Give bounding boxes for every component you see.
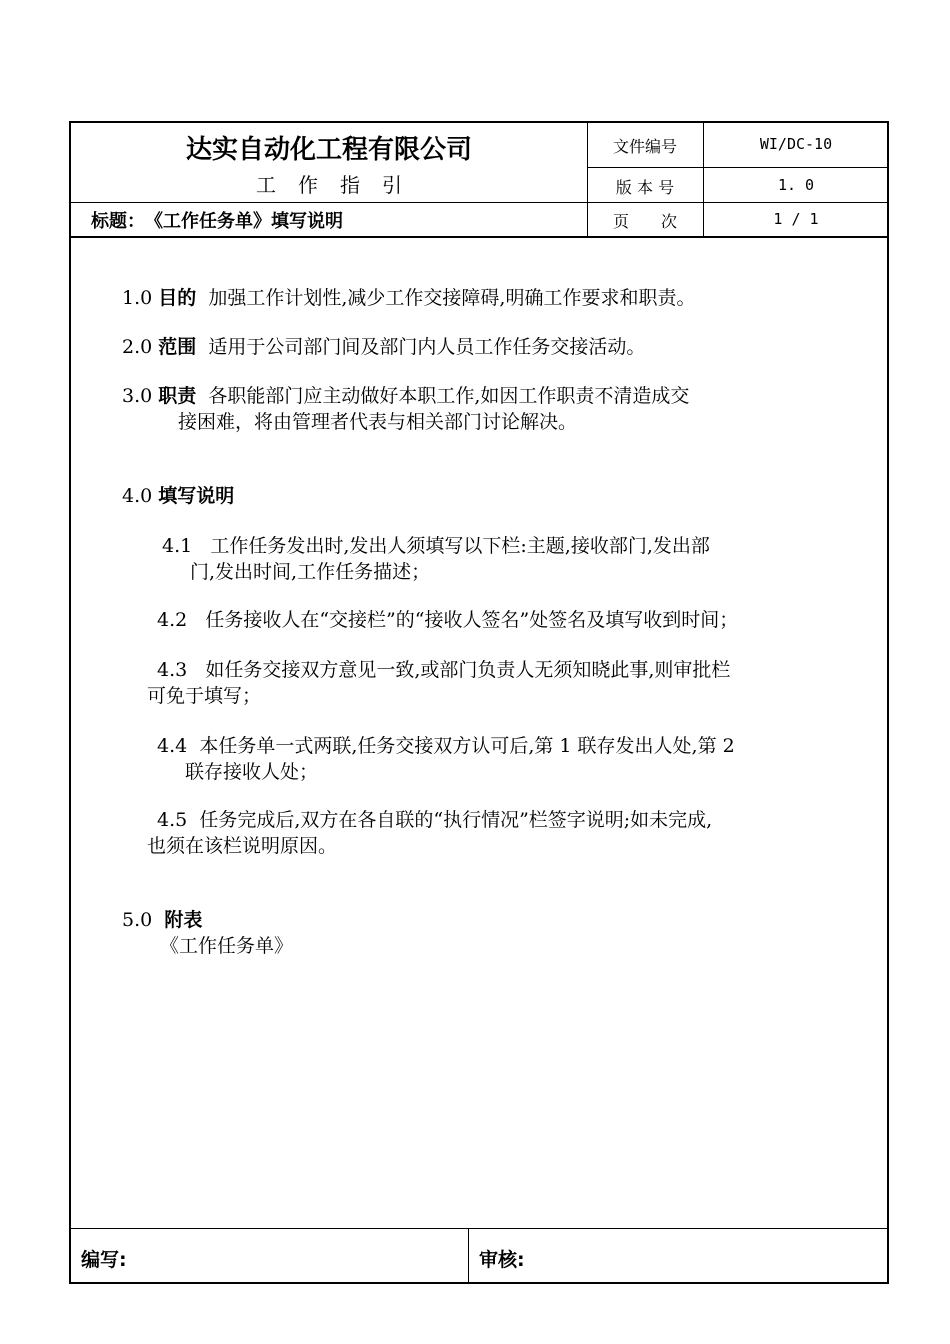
section-number: 5.0	[122, 909, 153, 931]
item-4-4-cont: 联存接收人处；	[185, 761, 319, 783]
footer-divider	[468, 1228, 469, 1284]
item-4-1	[162, 531, 710, 558]
item-text: 任务完成后,双方在各自联的“执行情况”栏签字说明;如未完成,	[199, 809, 713, 831]
document-title: 标题： 《工作任务单》填写说明	[91, 211, 343, 232]
item-number: 4.3	[157, 659, 188, 681]
header-divider-h1	[587, 167, 889, 168]
version-label: 版 本 号	[615, 178, 675, 197]
section-heading: 附表	[164, 909, 203, 931]
header-divider-h3	[71, 202, 587, 203]
item-text: 任务接收人在“交接栏”的“接收人签名”处签名及填写收到时间；	[205, 609, 739, 631]
doc-no-value: WI/DC-10	[759, 135, 833, 153]
section-text: 加强工作计划性,减少工作交接障碍,明确工作要求和职责。	[208, 287, 696, 309]
author-label: 编写:	[81, 1249, 127, 1271]
item-number: 4.5	[157, 809, 188, 831]
item-text: 本任务单一式两联,任务交接双方认可后,第 1 联存发出人处,第 2	[199, 735, 735, 757]
section-number: 4.0	[122, 485, 153, 507]
section-instructions	[122, 481, 234, 508]
section-number: 2.0	[122, 336, 153, 358]
item-4-5-cont: 也须在该栏说明原因。	[147, 835, 338, 857]
section-number: 1.0	[122, 287, 153, 309]
appendix-item: 《工作任务单》	[160, 935, 294, 957]
item-4-4	[157, 731, 735, 758]
section-text: 适用于公司部门间及部门内人员工作任务交接活动。	[208, 336, 646, 358]
section-scope	[122, 332, 645, 359]
item-text: 如任务交接双方意见一致,或部门负责人无须知晓此事,则审批栏	[205, 659, 731, 681]
page-value: 1 / 1	[773, 210, 819, 228]
footer-top-line	[71, 1228, 889, 1229]
company-name: 达实自动化工程有限公司	[185, 135, 472, 165]
section-text: 各职能部门应主动做好本职工作,如因工作职责不清造成交	[208, 385, 690, 407]
doc-no-label: 文件编号	[612, 137, 677, 156]
item-4-5	[157, 805, 712, 832]
item-4-3-cont: 可免于填写；	[147, 685, 262, 707]
section-responsibility	[122, 381, 689, 408]
header-bottom-line	[71, 236, 889, 238]
header-divider-h2	[587, 202, 889, 203]
page-label: 页 次	[612, 212, 677, 231]
section-heading: 职责	[158, 385, 197, 407]
section-heading: 范围	[158, 336, 197, 358]
item-4-2	[157, 605, 738, 632]
section-heading: 目的	[158, 287, 197, 309]
section-number: 3.0	[122, 385, 153, 407]
item-number: 4.1	[162, 535, 193, 557]
item-number: 4.4	[157, 735, 188, 757]
section-purpose	[122, 283, 695, 310]
document-type: 工作指引	[256, 173, 424, 197]
item-4-1-cont: 门,发出时间,工作任务描述；	[190, 561, 431, 583]
item-number: 4.2	[157, 609, 188, 631]
section-heading: 填写说明	[158, 485, 235, 507]
item-4-3	[157, 655, 730, 682]
section-responsibility-cont: 接困难，将由管理者代表与相关部门讨论解决。	[178, 411, 578, 433]
reviewer-label: 审核:	[479, 1249, 525, 1271]
item-text: 工作任务发出时,发出人须填写以下栏:主题,接收部门,发出部	[210, 535, 710, 557]
section-appendix	[122, 905, 202, 932]
version-value: 1. 0	[777, 176, 815, 194]
